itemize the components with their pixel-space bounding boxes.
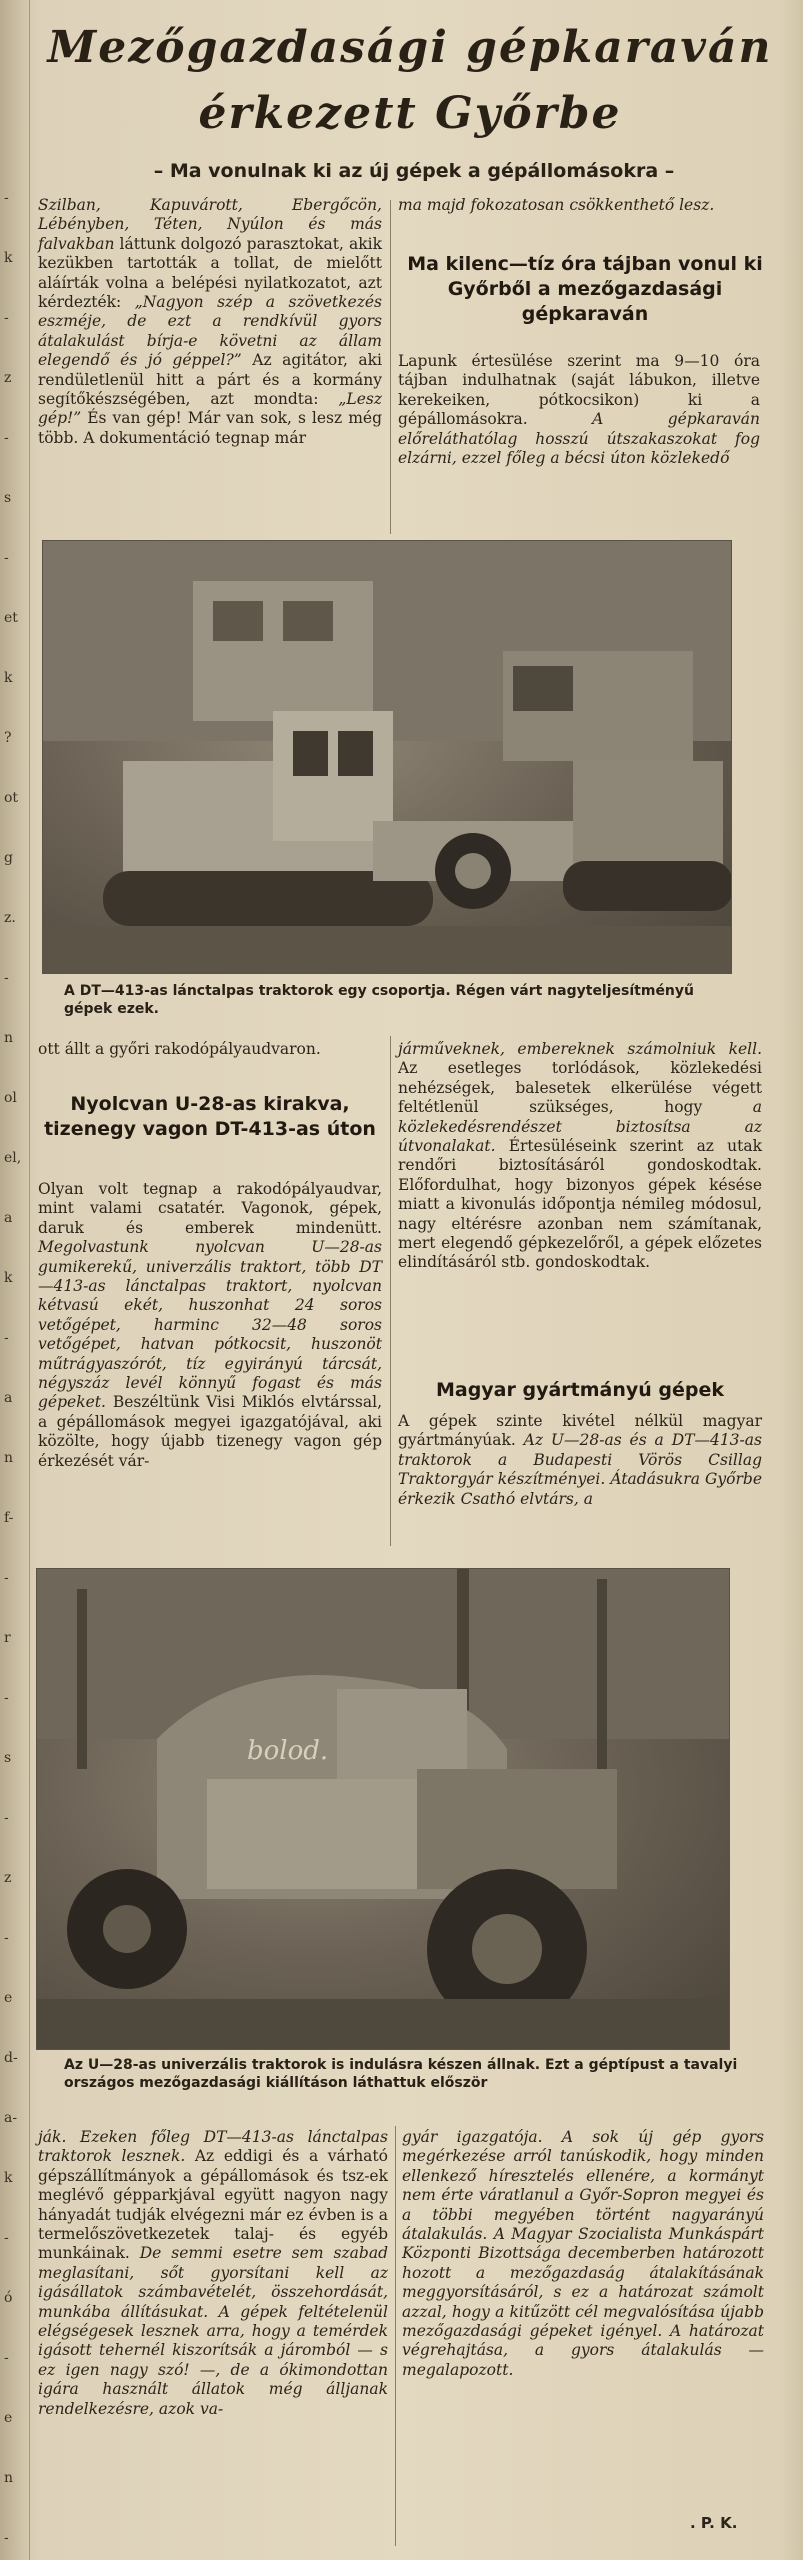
edge-fragment: k xyxy=(4,250,13,266)
edge-fragment: r xyxy=(4,1630,11,1646)
edge-fragment: ó xyxy=(4,2290,13,2306)
edge-fragment: a- xyxy=(4,2110,18,2126)
right-top-italic: A gépkaraván előreláthatólag hosszú útszakaszokat fog elzárni, ezzel főleg a bécsi úton közlekedő xyxy=(398,410,760,468)
right-carry-text: ma majd fokozatosan csökkenthető lesz. xyxy=(398,196,715,214)
mid-right-paragraph-2 xyxy=(398,1412,762,1509)
edge-fragment: e xyxy=(4,2410,13,2426)
author-signature: . P. K. xyxy=(690,2514,738,2532)
edge-fragment: ? xyxy=(4,730,12,746)
photo1-caption: A DT—413-as lánctalpas traktorok egy csoportja. Régen várt nagyteljesítményű gépek ezek. xyxy=(64,983,694,1017)
edge-fragment: g xyxy=(4,850,13,866)
edge-fragment: d- xyxy=(4,2050,18,2066)
mid-right-text-2: Értesüléseink szerint az utak rendőri biztosításáról gondoskodtak. Előfordulhat, hogy bizonyos gépek késése miatt a kivonulás időpontja némileg módosul, nagy eltérésre azonban nem számítanak, mert elegendő gépkezelőről, a gépek előzetes elindításáról stb. gondoskodtak. xyxy=(398,1137,762,1272)
intro-quote-2: „Lesz gép!” xyxy=(38,390,382,428)
intro-paragraph xyxy=(38,196,382,448)
edge-fragment: z xyxy=(4,370,12,386)
edge-fragment: el, xyxy=(4,1150,22,1166)
edge-fragment: z xyxy=(4,1870,12,1886)
mid-right-text-1: Az esetleges torlódások, közlekedési nehézségek, balesetek elkerülése végett feltétlenül szükséges, hogy xyxy=(398,1059,762,1117)
intro-text-2: Az agitátor, aki rendületlenül hitt a párt és a kormány segítőkészségében, azt mondta: xyxy=(38,351,383,409)
mid-right-paragraph xyxy=(398,1040,762,1273)
tractor-brand-text: bolod. xyxy=(247,1736,329,1766)
bottom-left-italic-2: De semmi esetre sem szabad meglasítani, sőt gyorsítani kell az igásállatok számbavételét, összehordását, munkába állításukat. A gépek feltételenül elégségesek lesznek arra, hogy a temérdek igásott tehernél kiszorítsák a járomból — s ez igen nagy szó! —, de a ókimondottan igára használt állatok még álljanak rendelkezésre, azok va- xyxy=(38,2244,388,2418)
edge-fragment: e xyxy=(4,1990,13,2006)
edge-fragment: - xyxy=(4,430,9,446)
right-section-heading: Ma kilenc—tíz óra tájban vonul ki Győrből a mezőgazdasági gépkaraván xyxy=(407,253,763,325)
photo-universal-tractors xyxy=(36,1568,730,2050)
edge-fragment: ot xyxy=(4,790,19,806)
edge-fragment: - xyxy=(4,190,9,206)
bottom-right-paragraph: gyár igazgatója. A sok új gép gyors megérkezése arról tanúskodik, hogy minden ellenkező híresztelés ellenére, a kormányt nem érte váratlanul a Győr-Sopron megyei és a többi megyében történt nagyarányú átalakulás. A Magyar Szocialista Munkáspárt Központi Bizottsága decemberben határozott hozott a mezőgazdaság átalakításának meggyorsításáról, s ez a határozat számolt azzal, hogy a kitűzött cél megvalósítása újabb mezőgazdasági gépeket igényel. A határozat végrehajtása, a gyors átalakulás — megalapozott. xyxy=(402,2128,764,2379)
edge-fragment: - xyxy=(4,1570,9,1586)
column-rule-mid xyxy=(390,1036,391,1546)
mid-right-italic-3: Az U—28-as és a DT—413-as traktorok a Budapesti Vörös Csillag Traktorgyár készítményei. Átadásukra Győrbe érkezik Csathó elvtárs, a xyxy=(398,1431,762,1508)
edge-fragment: - xyxy=(4,970,9,986)
edge-fragment: - xyxy=(4,1930,9,1946)
edge-fragment: a xyxy=(4,1210,13,1226)
mid-right-heading: Magyar gyártmányú gépek xyxy=(435,1379,725,1401)
mid-left-text-1: Olyan volt tegnap a rakodópályaudvar, mint valami csatatér. Vagonok, gépek, daruk és emberek mindenütt. xyxy=(38,1180,382,1237)
edge-fragment: s xyxy=(4,490,12,506)
mid-left-heading: Nyolcvan U-28-as kirakva, tizenegy vagon DT-413-as úton xyxy=(44,1093,376,1140)
edge-fragment: - xyxy=(4,2530,9,2546)
edge-fragment: - xyxy=(4,550,9,566)
adjacent-column-edge xyxy=(0,0,30,2560)
edge-fragment: s xyxy=(4,1750,12,1766)
mid-right-text-3: A gépek szinte kivétel nélkül magyar gyártmányúak. xyxy=(398,1412,762,1450)
headline-line-2: érkezett Győrbe xyxy=(198,88,622,139)
right-top-text: Lapunk értesülése szerint ma 9—10 óra tájban indulhatnak (saját lábukon, illetve kerekeiken, pótkocsikon) ki a gépállomásokra. xyxy=(398,352,760,429)
universal-tractor-illustration xyxy=(37,1569,730,2050)
column-rule-top xyxy=(390,200,391,534)
intro-text-3: És van gép! Már van sok, s lesz még több. A dokumentáció tegnap már xyxy=(38,409,382,447)
edge-fragment: ol xyxy=(4,1090,17,1106)
intro-quote: „Nagyon szép a szövetkezés eszméje, de ezt a rendkívül gyors átalakulást bírja-e követni az állam elegendő és jó géppel?” xyxy=(38,293,382,370)
edge-fragment: k xyxy=(4,2170,13,2186)
right-top-paragraph xyxy=(398,352,760,468)
mid-right-italic-1: a közlekedésrendészet biztosítsa az útvonalakat. xyxy=(398,1098,762,1156)
mid-left-text-2: Beszéltünk Visi Miklós elvtárssal, a gépállomások megyei igazgatójával, aki közölte, hogy újabb tizenegy vagon gép érkezését vár- xyxy=(38,1393,382,1470)
intro-text: láttunk dolgozó parasztokat, akik kezükben tartották a tollat, de mielőtt aláírták volna a belépési nyilatkozatot, azt kérdezték: xyxy=(38,234,382,312)
crawler-tractor-illustration xyxy=(43,541,732,974)
mid-left-italic: Megolvastunk nyolcvan U—28-as gumikerekű, univerzális traktort, több DT—413-as lánctalpas traktort, nyolcvan kétvasú ekét, huszonhat 24 soros vetőgépet, harminc 32—48 soros vetőgépet, hatvan pótkocsit, huszonöt műtrágyaszórót, tíz egyirányú tárcsát, négyszáz levél könnyű fogast és más gépeket. xyxy=(38,1238,382,1412)
mid-left-paragraph xyxy=(38,1180,382,1471)
edge-fragment: z. xyxy=(4,910,16,926)
edge-fragment: n xyxy=(4,1030,14,1046)
edge-fragment: k xyxy=(4,1270,13,1286)
edge-fragment: et xyxy=(4,610,18,626)
edge-fragment: - xyxy=(4,1690,9,1706)
edge-fragment: - xyxy=(4,1330,9,1346)
edge-fragment: k xyxy=(4,670,13,686)
subheadline: – Ma vonulnak ki az új gépek a gépállomásokra – xyxy=(153,160,675,182)
mid-right-italic-carry: járműveknek, embereknek számolniuk kell. xyxy=(398,1040,762,1058)
intro-italic: Szilban, Kapuvárott, Ebergőcön, Lébényben, Téten, Nyúlon és más falvakban xyxy=(38,196,382,253)
edge-fragment: - xyxy=(4,2350,9,2366)
column-rule-bottom xyxy=(395,2126,396,2546)
edge-fragment: f- xyxy=(4,1510,14,1526)
photo-crawler-tractors xyxy=(42,540,732,974)
bottom-left-italic: ják. Ezeken főleg DT—413-as lánctalpas traktorok lesznek. xyxy=(38,2128,388,2166)
headline-line-1: Mezőgazdasági gépkaraván xyxy=(47,22,773,73)
edge-fragment: - xyxy=(4,310,9,326)
edge-fragment: n xyxy=(4,2470,14,2486)
edge-fragment: a xyxy=(4,1390,13,1406)
edge-fragment: - xyxy=(4,2230,9,2246)
bottom-left-paragraph xyxy=(38,2128,388,2419)
bottom-left-text: Az eddigi és a várható gépszállítmányok a gépállomások és tsz-ek meglévő gépparkjával együtt nagyon nagy hányadát tudják elvégezni már ez évben is a termelőszövetkezetek talaj- és egyéb munkáinak. xyxy=(38,2147,388,2263)
mid-left-carry: ott állt a győri rakodópályaudvaron. xyxy=(38,1040,321,1058)
edge-fragment: n xyxy=(4,1450,14,1466)
edge-fragment: - xyxy=(4,1810,9,1826)
photo2-caption: Az U—28-as univerzális traktorok is indulásra készen állnak. Ezt a géptípust a tavalyi országos mezőgazdasági kiállításon láthattuk először xyxy=(64,2057,738,2091)
